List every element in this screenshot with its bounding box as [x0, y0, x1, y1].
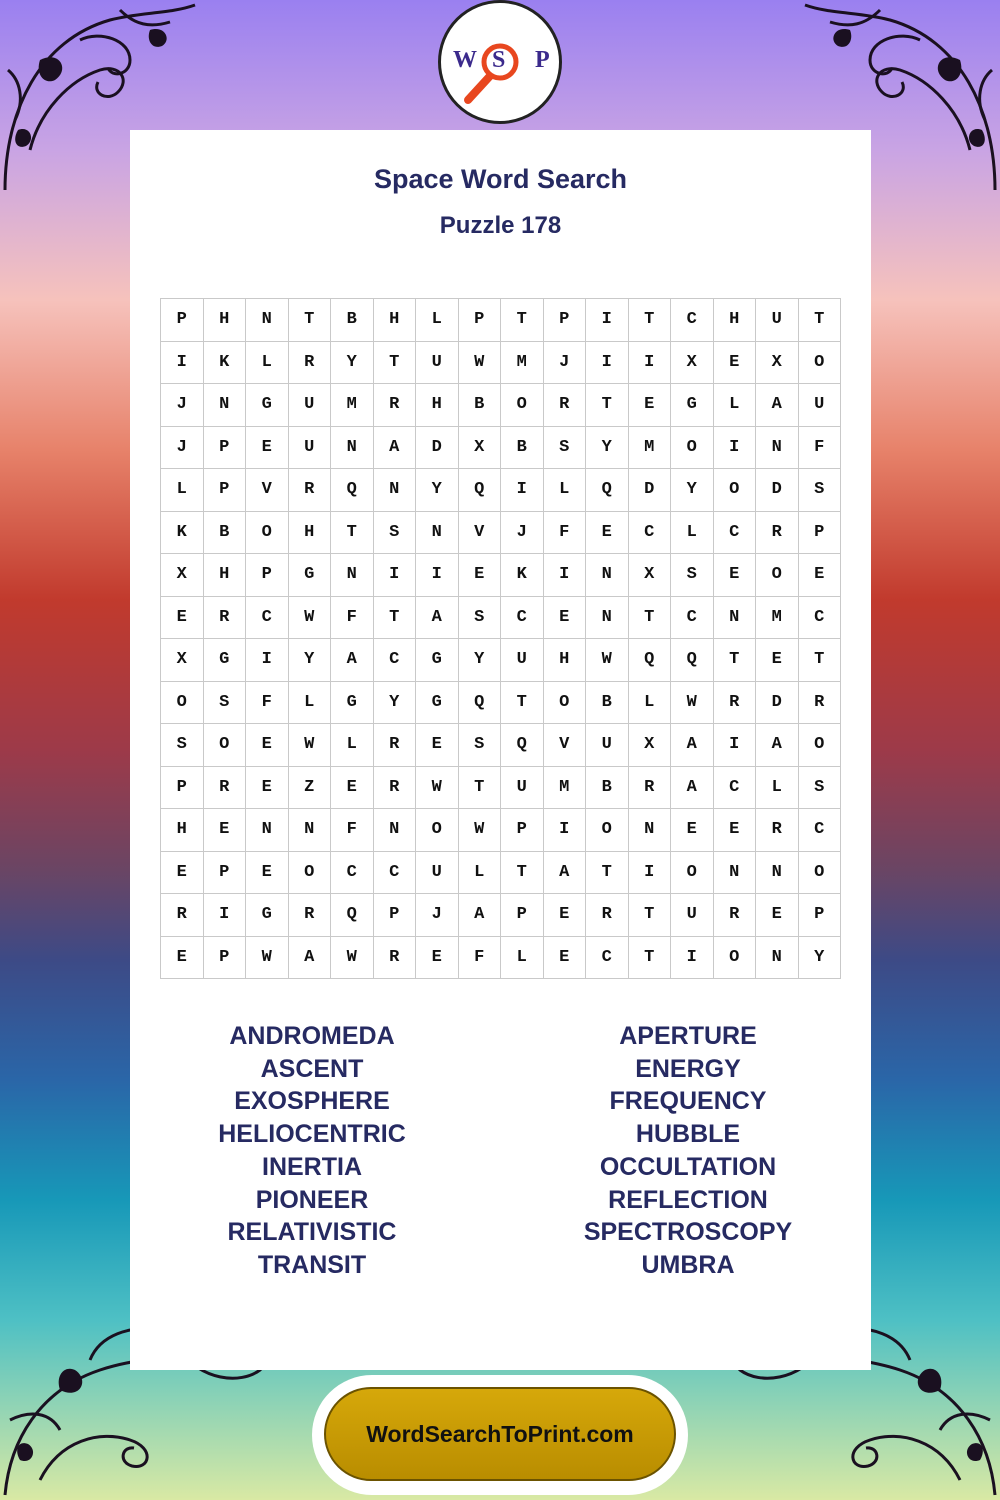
grid-cell[interactable]: L — [756, 767, 799, 810]
grid-cell[interactable]: E — [799, 554, 842, 597]
grid-cell[interactable]: N — [756, 852, 799, 895]
grid-cell[interactable]: I — [714, 724, 757, 767]
grid-cell[interactable]: C — [714, 767, 757, 810]
grid-cell[interactable]: H — [416, 384, 459, 427]
grid-cell[interactable]: M — [331, 384, 374, 427]
grid-cell[interactable]: M — [756, 597, 799, 640]
grid-cell[interactable]: N — [416, 512, 459, 555]
grid-cell[interactable]: L — [289, 682, 332, 725]
grid-cell[interactable]: Y — [331, 342, 374, 385]
logo-letter-w: W — [453, 47, 477, 73]
word-list-item: ANDROMEDA — [229, 1022, 395, 1050]
grid-cell[interactable]: C — [629, 512, 672, 555]
word-list-item: OCCULTATION — [599, 1152, 777, 1181]
logo-letter-p: P — [535, 47, 550, 73]
grid-cell[interactable]: L — [246, 342, 289, 385]
grid-cell[interactable]: W — [331, 937, 374, 980]
grid-cell[interactable]: P — [246, 554, 289, 597]
word-list-item: TRANSIT — [257, 1250, 367, 1279]
grid-cell[interactable]: I — [586, 299, 629, 342]
grid-cell[interactable]: X — [756, 342, 799, 385]
grid-cell[interactable]: Q — [629, 639, 672, 682]
grid-cell[interactable]: L — [714, 384, 757, 427]
grid-cell[interactable]: U — [586, 724, 629, 767]
grid-cell[interactable]: N — [586, 597, 629, 640]
grid-cell[interactable]: E — [161, 597, 204, 640]
grid-cell[interactable]: V — [544, 724, 587, 767]
grid-cell[interactable]: N — [629, 809, 672, 852]
grid-cell[interactable]: O — [799, 852, 842, 895]
word-list-item: REFLECTION — [608, 1185, 768, 1214]
grid-cell[interactable]: P — [799, 512, 842, 555]
grid-cell[interactable]: X — [161, 554, 204, 597]
grid-cell[interactable]: E — [544, 597, 587, 640]
word-list-item: INERTIA — [262, 1152, 362, 1181]
grid-cell[interactable]: C — [714, 512, 757, 555]
grid-cell[interactable]: V — [246, 469, 289, 512]
grid-cell[interactable]: E — [161, 937, 204, 980]
grid-cell[interactable]: I — [374, 554, 417, 597]
grid-cell[interactable]: N — [331, 554, 374, 597]
grid-cell[interactable]: G — [671, 384, 714, 427]
grid-cell[interactable]: A — [756, 384, 799, 427]
grid-cell[interactable]: R — [714, 894, 757, 937]
grid-cell[interactable]: T — [586, 384, 629, 427]
grid-cell[interactable]: Z — [289, 767, 332, 810]
grid-cell[interactable]: Q — [331, 469, 374, 512]
grid-cell[interactable]: W — [586, 639, 629, 682]
grid-cell[interactable]: R — [204, 597, 247, 640]
grid-cell[interactable]: S — [161, 724, 204, 767]
grid-cell[interactable]: H — [161, 809, 204, 852]
grid-cell[interactable]: B — [501, 427, 544, 470]
grid-cell[interactable]: T — [629, 894, 672, 937]
grid-cell[interactable]: R — [544, 384, 587, 427]
grid-cell[interactable]: E — [629, 384, 672, 427]
grid-cell[interactable]: U — [501, 767, 544, 810]
grid-cell[interactable]: W — [671, 682, 714, 725]
grid-cell[interactable]: A — [374, 427, 417, 470]
grid-cell[interactable]: P — [204, 427, 247, 470]
grid-cell[interactable]: B — [204, 512, 247, 555]
grid-cell[interactable]: H — [714, 299, 757, 342]
grid-cell[interactable]: O — [714, 937, 757, 980]
grid-cell[interactable]: N — [246, 299, 289, 342]
grid-cell[interactable]: W — [246, 937, 289, 980]
grid-cell[interactable]: N — [586, 554, 629, 597]
grid-cell[interactable]: K — [204, 342, 247, 385]
grid-cell[interactable]: P — [374, 894, 417, 937]
grid-cell[interactable]: J — [416, 894, 459, 937]
grid-cell[interactable]: I — [416, 554, 459, 597]
grid-cell[interactable]: S — [799, 767, 842, 810]
grid-cell[interactable]: I — [714, 427, 757, 470]
grid-cell[interactable]: E — [161, 852, 204, 895]
grid-cell[interactable]: T — [501, 852, 544, 895]
grid-cell[interactable]: E — [756, 894, 799, 937]
grid-cell[interactable]: T — [501, 299, 544, 342]
grid-cell[interactable]: L — [501, 937, 544, 980]
grid-cell[interactable]: E — [544, 937, 587, 980]
grid-cell[interactable]: O — [756, 554, 799, 597]
grid-cell[interactable]: N — [714, 597, 757, 640]
grid-cell[interactable]: P — [161, 299, 204, 342]
grid-cell[interactable]: R — [374, 767, 417, 810]
grid-cell[interactable]: N — [331, 427, 374, 470]
grid-cell[interactable]: Y — [289, 639, 332, 682]
word-list-item: ENERGY — [635, 1054, 741, 1083]
grid-cell[interactable]: G — [331, 682, 374, 725]
word-list-item: APERTURE — [619, 1022, 757, 1050]
word-list-item: HELIOCENTRIC — [218, 1120, 406, 1149]
grid-cell[interactable]: T — [459, 767, 502, 810]
grid-cell[interactable]: O — [671, 427, 714, 470]
grid-cell[interactable]: W — [459, 342, 502, 385]
grid-cell[interactable]: T — [289, 299, 332, 342]
grid-cell[interactable]: Q — [501, 724, 544, 767]
grid-cell[interactable]: B — [586, 767, 629, 810]
puzzle-card — [130, 130, 871, 1370]
grid-cell[interactable]: E — [714, 342, 757, 385]
grid-cell[interactable]: Q — [586, 469, 629, 512]
grid-cell[interactable]: J — [501, 512, 544, 555]
grid-cell[interactable]: N — [289, 809, 332, 852]
grid-cell[interactable]: E — [246, 767, 289, 810]
grid-cell[interactable]: E — [331, 767, 374, 810]
grid-cell[interactable]: G — [416, 682, 459, 725]
grid-cell[interactable]: P — [501, 809, 544, 852]
grid-cell[interactable]: R — [289, 894, 332, 937]
grid-cell[interactable]: F — [544, 512, 587, 555]
grid-cell[interactable]: E — [714, 554, 757, 597]
grid-cell[interactable]: T — [629, 937, 672, 980]
grid-cell[interactable]: Y — [799, 937, 842, 980]
grid-cell[interactable]: O — [289, 852, 332, 895]
grid-cell[interactable]: I — [544, 809, 587, 852]
grid-cell[interactable]: O — [246, 512, 289, 555]
grid-cell[interactable]: R — [374, 937, 417, 980]
grid-cell[interactable]: S — [459, 724, 502, 767]
grid-cell[interactable]: L — [161, 469, 204, 512]
grid-cell[interactable]: M — [501, 342, 544, 385]
grid-cell[interactable]: D — [629, 469, 672, 512]
grid-cell[interactable]: F — [799, 427, 842, 470]
grid-cell[interactable]: F — [246, 682, 289, 725]
word-list-left — [162, 1020, 462, 1282]
grid-cell[interactable]: N — [756, 427, 799, 470]
wsp-logo[interactable] — [438, 0, 562, 124]
grid-cell[interactable]: X — [161, 639, 204, 682]
grid-cell[interactable]: E — [416, 724, 459, 767]
grid-cell[interactable]: O — [799, 342, 842, 385]
grid-cell[interactable]: D — [756, 682, 799, 725]
grid-cell[interactable]: X — [459, 427, 502, 470]
grid-cell[interactable]: H — [289, 512, 332, 555]
grid-cell[interactable]: S — [799, 469, 842, 512]
grid-cell[interactable]: S — [671, 554, 714, 597]
grid-cell[interactable]: Y — [586, 427, 629, 470]
grid-cell[interactable]: P — [204, 937, 247, 980]
grid-cell[interactable]: R — [161, 894, 204, 937]
grid-cell[interactable]: H — [204, 299, 247, 342]
grid-cell[interactable]: Y — [671, 469, 714, 512]
grid-cell[interactable]: U — [289, 384, 332, 427]
grid-cell[interactable]: T — [331, 512, 374, 555]
grid-cell[interactable]: T — [799, 299, 842, 342]
grid-cell[interactable]: J — [544, 342, 587, 385]
grid-cell[interactable]: M — [544, 767, 587, 810]
word-list-item: ASCENT — [260, 1054, 364, 1083]
grid-cell[interactable]: T — [586, 852, 629, 895]
grid-cell[interactable]: R — [374, 724, 417, 767]
grid-cell[interactable]: N — [246, 809, 289, 852]
grid-cell[interactable]: H — [374, 299, 417, 342]
grid-cell[interactable]: S — [374, 512, 417, 555]
grid-cell[interactable]: N — [374, 469, 417, 512]
grid-cell[interactable]: C — [374, 639, 417, 682]
grid-cell[interactable]: R — [586, 894, 629, 937]
grid-cell[interactable]: G — [204, 639, 247, 682]
grid-cell[interactable]: I — [586, 342, 629, 385]
grid-cell[interactable]: M — [629, 427, 672, 470]
grid-cell[interactable]: R — [204, 767, 247, 810]
grid-cell[interactable]: P — [204, 852, 247, 895]
grid-cell[interactable]: T — [629, 299, 672, 342]
page-title: Space Word Search — [373, 164, 628, 194]
grid-cell[interactable]: C — [586, 937, 629, 980]
site-link-button[interactable]: WordSearchToPrint.com — [324, 1387, 676, 1481]
grid-cell[interactable]: G — [246, 894, 289, 937]
grid-cell[interactable]: G — [289, 554, 332, 597]
grid-cell[interactable]: C — [799, 597, 842, 640]
letter-grid — [160, 298, 841, 979]
grid-cell[interactable]: T — [374, 342, 417, 385]
grid-cell[interactable]: S — [204, 682, 247, 725]
word-list-right — [538, 1020, 838, 1282]
grid-cell[interactable]: O — [671, 852, 714, 895]
grid-cell[interactable]: J — [161, 427, 204, 470]
grid-cell[interactable]: E — [586, 512, 629, 555]
grid-cell[interactable]: D — [756, 469, 799, 512]
grid-cell[interactable]: A — [459, 894, 502, 937]
grid-cell[interactable]: Q — [671, 639, 714, 682]
grid-cell[interactable]: A — [289, 937, 332, 980]
grid-cell[interactable]: O — [204, 724, 247, 767]
grid-cell[interactable]: O — [416, 809, 459, 852]
grid-cell[interactable]: N — [204, 384, 247, 427]
grid-cell[interactable]: O — [544, 682, 587, 725]
grid-cell[interactable]: O — [799, 724, 842, 767]
grid-cell[interactable]: L — [671, 512, 714, 555]
footer-badge — [312, 1375, 688, 1495]
grid-cell[interactable]: E — [204, 809, 247, 852]
grid-cell[interactable]: I — [246, 639, 289, 682]
grid-cell[interactable]: P — [501, 894, 544, 937]
grid-cell[interactable]: I — [544, 554, 587, 597]
grid-cell[interactable]: G — [416, 639, 459, 682]
grid-cell[interactable]: L — [459, 852, 502, 895]
grid-cell[interactable]: I — [204, 894, 247, 937]
grid-cell[interactable]: L — [629, 682, 672, 725]
grid-cell[interactable]: A — [331, 639, 374, 682]
grid-cell[interactable]: R — [289, 469, 332, 512]
grid-cell[interactable]: G — [246, 384, 289, 427]
grid-cell[interactable]: C — [374, 852, 417, 895]
grid-cell[interactable]: U — [289, 427, 332, 470]
grid-cell[interactable]: U — [799, 384, 842, 427]
grid-cell[interactable]: A — [756, 724, 799, 767]
grid-cell[interactable]: U — [416, 342, 459, 385]
grid-cell[interactable]: T — [799, 639, 842, 682]
grid-cell[interactable]: U — [756, 299, 799, 342]
grid-cell[interactable]: K — [501, 554, 544, 597]
word-list-item: UMBRA — [641, 1250, 735, 1279]
grid-cell[interactable]: H — [204, 554, 247, 597]
grid-cell[interactable]: R — [289, 342, 332, 385]
grid-cell[interactable]: F — [459, 937, 502, 980]
grid-cell[interactable]: I — [629, 852, 672, 895]
grid-cell[interactable]: Y — [416, 469, 459, 512]
grid-cell[interactable]: H — [544, 639, 587, 682]
grid-cell[interactable]: R — [756, 809, 799, 852]
grid-cell[interactable]: E — [246, 852, 289, 895]
grid-cell[interactable]: T — [374, 597, 417, 640]
grid-cell[interactable]: C — [671, 597, 714, 640]
grid-cell[interactable]: R — [374, 384, 417, 427]
grid-cell[interactable]: N — [714, 852, 757, 895]
grid-cell[interactable]: N — [756, 937, 799, 980]
grid-cell[interactable]: W — [289, 724, 332, 767]
logo-letter-s: S — [492, 47, 506, 73]
grid-cell[interactable]: Q — [331, 894, 374, 937]
grid-cell[interactable]: X — [629, 724, 672, 767]
grid-cell[interactable]: X — [671, 342, 714, 385]
grid-cell[interactable]: R — [756, 512, 799, 555]
grid-cell[interactable]: A — [416, 597, 459, 640]
grid-cell[interactable]: U — [501, 639, 544, 682]
grid-cell[interactable]: S — [459, 597, 502, 640]
word-list-item: EXOSPHERE — [234, 1087, 390, 1116]
grid-cell[interactable]: E — [246, 724, 289, 767]
grid-cell[interactable]: A — [671, 767, 714, 810]
grid-cell[interactable]: Y — [459, 639, 502, 682]
grid-cell[interactable]: P — [459, 299, 502, 342]
grid-cell[interactable]: C — [246, 597, 289, 640]
word-list-item: HUBBLE — [635, 1120, 741, 1149]
grid-cell[interactable]: X — [629, 554, 672, 597]
grid-cell[interactable]: E — [246, 427, 289, 470]
grid-cell[interactable]: Q — [459, 682, 502, 725]
grid-cell[interactable]: T — [629, 597, 672, 640]
grid-cell[interactable]: T — [714, 639, 757, 682]
grid-cell[interactable]: J — [161, 384, 204, 427]
grid-cell[interactable]: S — [544, 427, 587, 470]
grid-cell[interactable]: O — [714, 469, 757, 512]
grid-cell[interactable]: L — [416, 299, 459, 342]
word-list-item: FREQUENCY — [609, 1087, 767, 1116]
grid-cell[interactable]: A — [544, 852, 587, 895]
grid-cell[interactable]: I — [161, 342, 204, 385]
grid-cell[interactable]: C — [331, 852, 374, 895]
grid-cell[interactable]: E — [671, 809, 714, 852]
grid-cell[interactable]: R — [714, 682, 757, 725]
grid-cell[interactable]: W — [459, 809, 502, 852]
grid-cell[interactable]: D — [416, 427, 459, 470]
grid-cell[interactable]: E — [714, 809, 757, 852]
grid-cell[interactable]: Y — [374, 682, 417, 725]
grid-cell[interactable]: W — [416, 767, 459, 810]
grid-cell[interactable]: P — [544, 299, 587, 342]
grid-cell[interactable]: L — [331, 724, 374, 767]
word-list-item: RELATIVISTIC — [227, 1218, 397, 1247]
grid-cell[interactable]: P — [204, 469, 247, 512]
grid-cell[interactable]: F — [331, 809, 374, 852]
grid-cell[interactable]: W — [289, 597, 332, 640]
grid-cell[interactable]: O — [161, 682, 204, 725]
grid-cell[interactable]: A — [671, 724, 714, 767]
grid-cell[interactable]: T — [501, 682, 544, 725]
word-list-item: PIONEER — [255, 1185, 369, 1214]
grid-cell[interactable]: E — [544, 894, 587, 937]
grid-cell[interactable]: U — [671, 894, 714, 937]
grid-cell[interactable]: C — [501, 597, 544, 640]
grid-cell[interactable]: R — [629, 767, 672, 810]
grid-cell[interactable]: K — [161, 512, 204, 555]
grid-cell[interactable]: Q — [459, 469, 502, 512]
grid-cell[interactable]: R — [799, 682, 842, 725]
puzzle-number: Puzzle 178 — [439, 212, 562, 239]
grid-cell[interactable]: O — [501, 384, 544, 427]
grid-cell[interactable]: N — [374, 809, 417, 852]
grid-cell[interactable]: L — [544, 469, 587, 512]
grid-cell[interactable]: C — [671, 299, 714, 342]
grid-cell[interactable]: P — [161, 767, 204, 810]
grid-cell[interactable]: V — [459, 512, 502, 555]
grid-cell[interactable]: C — [799, 809, 842, 852]
grid-cell[interactable]: O — [586, 809, 629, 852]
grid-cell[interactable]: B — [459, 384, 502, 427]
grid-cell[interactable]: B — [331, 299, 374, 342]
grid-cell[interactable]: I — [671, 937, 714, 980]
grid-cell[interactable]: I — [501, 469, 544, 512]
grid-cell[interactable]: E — [459, 554, 502, 597]
grid-cell[interactable]: F — [331, 597, 374, 640]
grid-cell[interactable]: E — [756, 639, 799, 682]
grid-cell[interactable]: U — [416, 852, 459, 895]
word-list-item: SPECTROSCOPY — [583, 1218, 793, 1247]
grid-cell[interactable]: P — [799, 894, 842, 937]
grid-cell[interactable]: I — [629, 342, 672, 385]
grid-cell[interactable]: B — [586, 682, 629, 725]
grid-cell[interactable]: E — [416, 937, 459, 980]
